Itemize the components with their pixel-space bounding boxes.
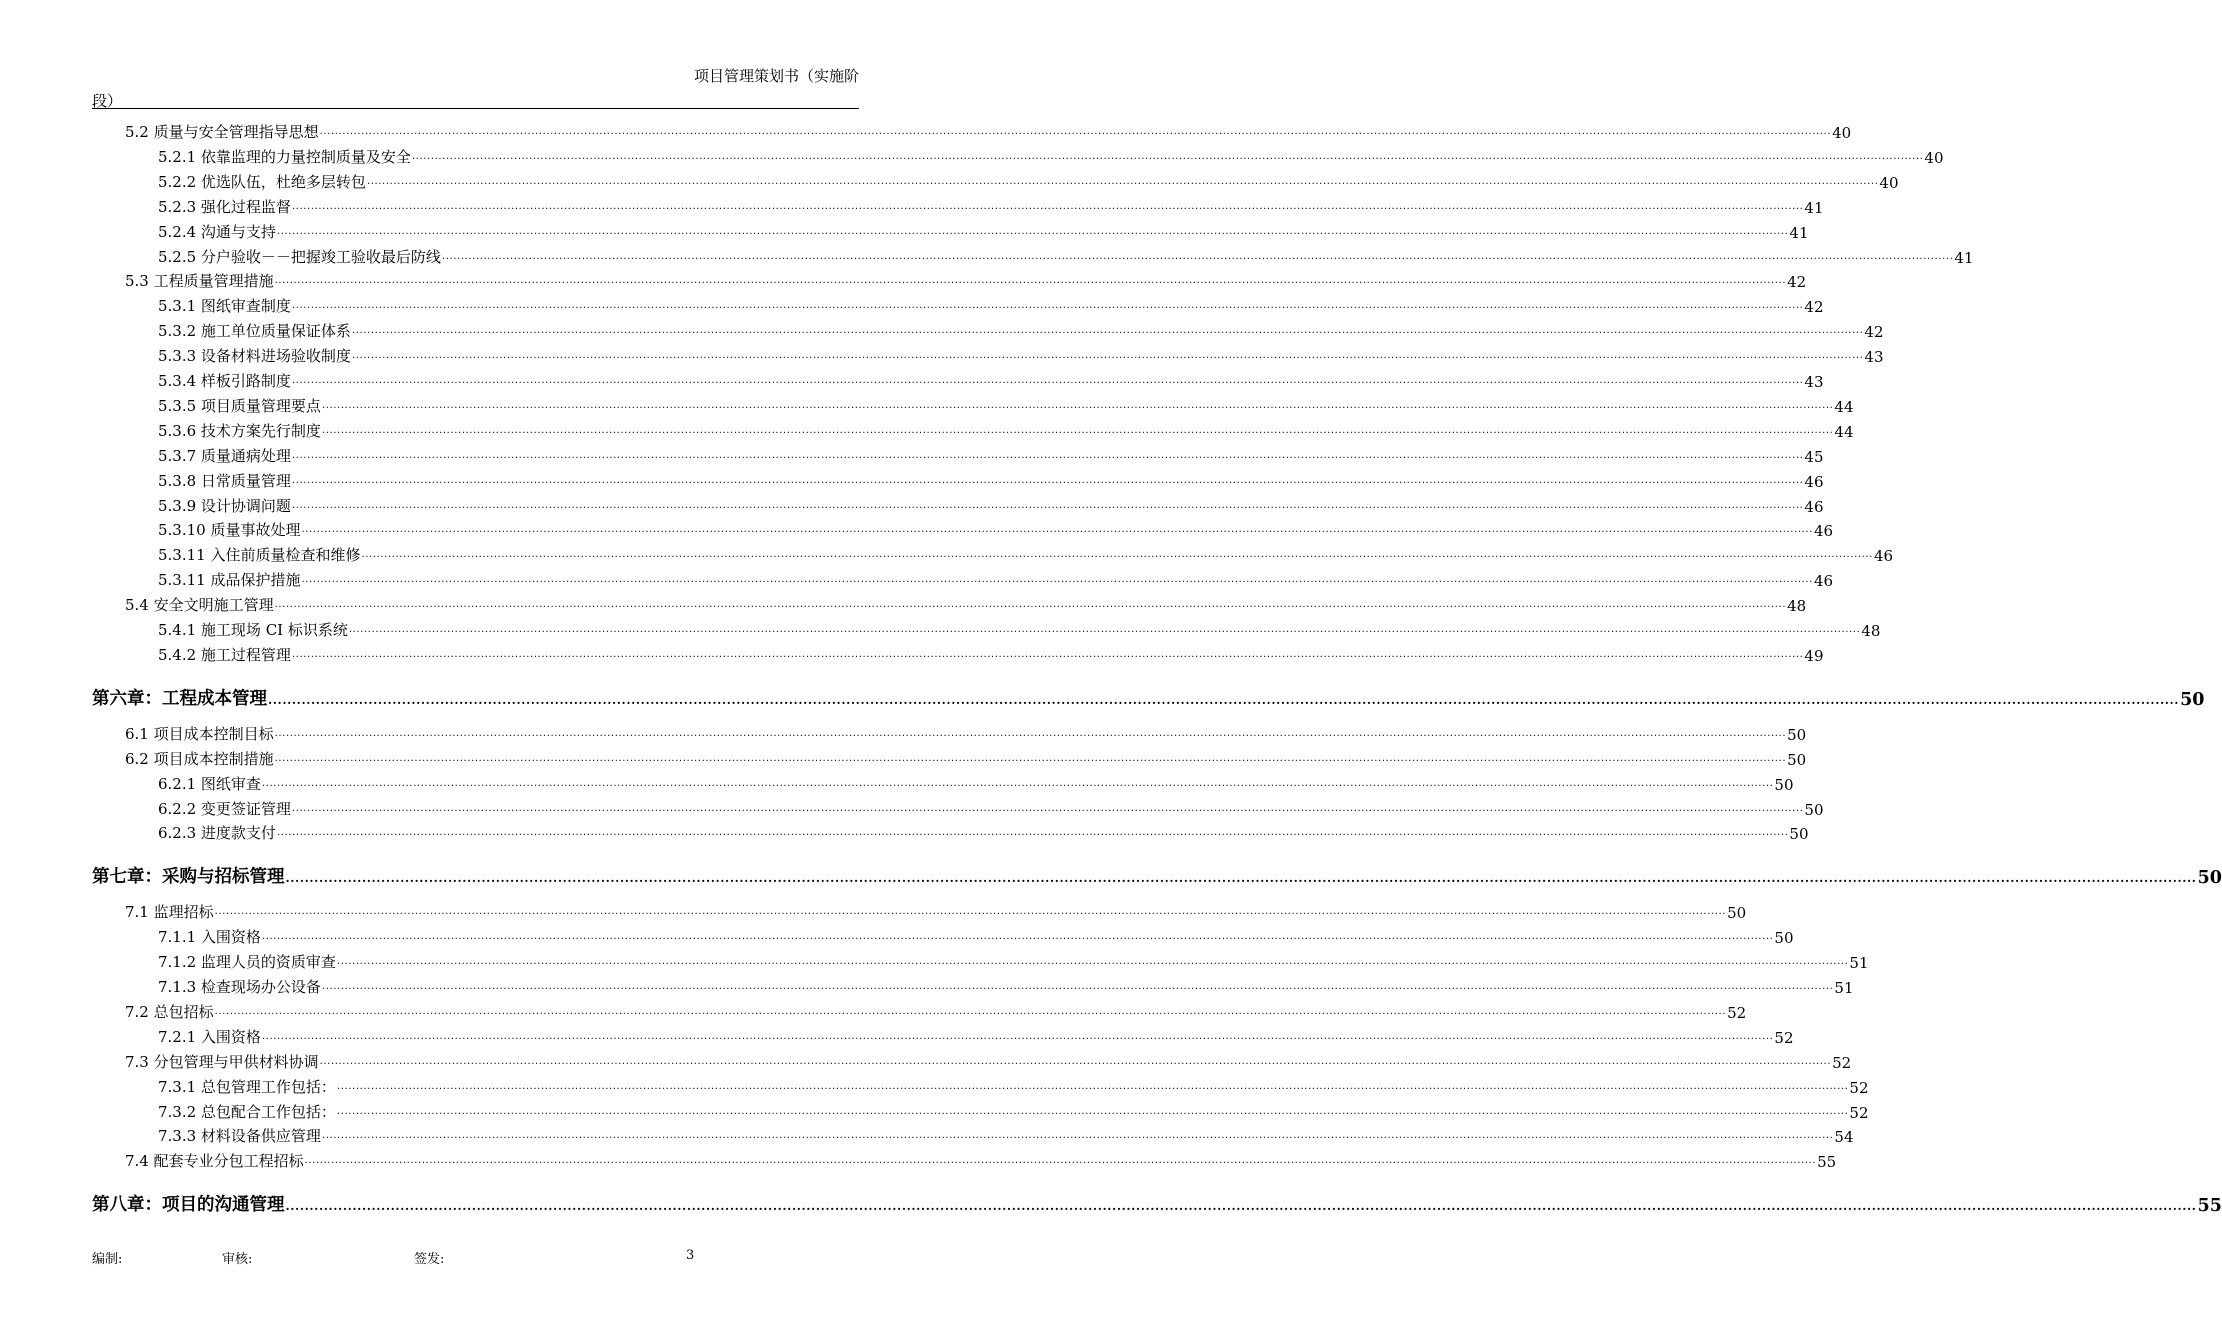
toc-entry-title: 第六章：工程成本管理 xyxy=(92,688,267,709)
toc-entry[interactable] xyxy=(92,392,1854,416)
header-title-line2: 段） xyxy=(92,92,123,110)
toc-entry-title: 7.4 配套专业分包工程招标 xyxy=(125,1152,304,1171)
toc-leader-dots: ................................................................................................................................................................................................................................................................................................................................................................................................................ xyxy=(361,549,1873,561)
toc-entry-page: 48 xyxy=(1861,622,1881,640)
toc-entry-title: 5.3.4 样板引路制度 xyxy=(158,372,291,390)
toc-leader-dots: ................................................................................................................................................................................................................................................................................................................................................................................................................ xyxy=(276,225,1789,237)
toc-entry-page: 51 xyxy=(1834,979,1854,997)
toc-entry-title: 6.1 项目成本控制目标 xyxy=(125,724,274,743)
page-header xyxy=(92,64,859,109)
toc-entry[interactable] xyxy=(92,898,1747,923)
toc-entry-page: 50 xyxy=(1727,904,1747,923)
toc-entry-title: 7.3.2 总包配合工作包括： xyxy=(158,1102,336,1121)
toc-entry[interactable] xyxy=(92,720,1807,744)
toc-entry[interactable] xyxy=(92,770,1794,794)
toc-entry-page: 50 xyxy=(1789,825,1809,844)
toc-entry[interactable] xyxy=(92,1122,1854,1147)
toc-entry-title: 7.2 总包招标 xyxy=(125,1002,214,1021)
toc-entry-title: 7.3 分包管理与甲供材料协调 xyxy=(125,1052,319,1071)
toc-leader-dots: ................................................................................................................................................................................................................................................................................................................................................................................................................ xyxy=(321,1130,1834,1142)
toc-entry-title: 5.3.8 日常质量管理 xyxy=(158,471,291,490)
toc-entry-title: 5.2.3 强化过程监督 xyxy=(158,197,291,216)
toc-entry-page: 50 xyxy=(1804,800,1824,819)
toc-entry-page: 46 xyxy=(1813,522,1834,541)
toc-leader-dots: ................................................................................................................................................................................................................................................................................................................................................................................................................ xyxy=(274,752,1787,764)
toc-entry[interactable] xyxy=(92,516,1834,541)
toc-entry-page: 42 xyxy=(1864,323,1884,342)
toc-entry[interactable] xyxy=(92,292,1824,317)
toc-entry-title: 5.3.6 技术方案先行制度 xyxy=(158,421,321,440)
toc-entry[interactable] xyxy=(92,819,1809,844)
toc-entry-title: 5.3 工程质量管理措施 xyxy=(125,272,274,291)
toc-leader-dots: ................................................................................................................................................................................................................................................................................................................................................................................................................ xyxy=(291,648,1804,660)
toc-leader-dots: ................................................................................................................................................................................................................................................................................................................................................................................................................ xyxy=(351,325,1864,337)
toc-entry-page: 46 xyxy=(1873,547,1894,566)
toc-entry-title: 7.3.3 材料设备供应管理 xyxy=(158,1127,321,1146)
toc-leader-dots: ................................................................................................................................................................................................................................................................................................................................................................................................................ xyxy=(291,200,1804,212)
toc-entry[interactable] xyxy=(92,566,1834,591)
toc-entry[interactable] xyxy=(92,641,1824,665)
toc-entry-title: 5.3.10 质量事故处理 xyxy=(158,521,301,540)
toc-leader-dots: ................................................................................................................................................................................................................................................................................................................................................................................................................ xyxy=(351,350,1864,362)
toc-entry-title: 5.3.3 设备材料进场验收制度 xyxy=(158,347,351,366)
toc-entry-title: 5.3.11 入住前质量检查和维修 xyxy=(158,546,361,565)
toc-entry-page: 50 xyxy=(1774,929,1794,948)
toc-leader-dots: ................................................................................................................................................................................................................................................................................................................................................................................................................ xyxy=(321,424,1834,436)
toc-entry-page: 46 xyxy=(1804,497,1824,516)
toc-entry[interactable] xyxy=(92,317,1884,342)
toc-entry-title: 5.2.2 优选队伍，杜绝多层转包 xyxy=(158,172,366,191)
toc-entry-title: 7.1 监理招标 xyxy=(125,903,214,922)
toc-entry-page: 44 xyxy=(1834,397,1854,416)
toc-entry[interactable] xyxy=(92,973,1854,997)
toc-leader-dots: ................................................................................................................................................................................................................................................................................................................................................................................................................ xyxy=(411,150,1924,162)
toc-entry-title: 6.2.2 变更签证管理 xyxy=(158,799,291,818)
toc-entry-page: 52 xyxy=(1774,1028,1794,1047)
toc-leader-dots: ................................................................................................................................................................................................................................................................................................................................................................................................................ xyxy=(291,802,1804,814)
toc-entry-page: 55 xyxy=(1817,1153,1837,1172)
toc-leader-dots: ................................................................................................................................................................................................................................................................................................................................................................................................................ xyxy=(321,399,1834,411)
toc-entry-page: 43 xyxy=(1864,348,1884,367)
toc-entry-page: 50 xyxy=(1787,725,1807,744)
toc-entry[interactable] xyxy=(92,143,1944,167)
toc-leader-dots: ................................................................................................................................................................................................................................................................................................................................................................................................................ xyxy=(261,777,1774,789)
toc-entry-title: 7.2.1 入围资格 xyxy=(158,1027,261,1046)
toc-entry-page: 41 xyxy=(1954,248,1974,267)
toc-entry-page: 50 xyxy=(1774,775,1794,794)
toc-leader-dots: ................................................................................................................................................................................................................................................................................................................................................................................................................ xyxy=(291,300,1804,312)
toc-entry-title: 5.4 安全文明施工管理 xyxy=(125,596,274,615)
toc-entry[interactable] xyxy=(92,367,1824,391)
toc-leader-dots: ................................................................................................................................................................................................................................................................................................................................................................................................................ xyxy=(214,1005,1727,1017)
toc-leader-dots: ................................................................................................................................................................................................................................................................................................................................................................................................................ xyxy=(301,574,1813,586)
footer-issuer-label: 签发: xyxy=(414,1252,445,1267)
toc-entry[interactable] xyxy=(92,923,1794,948)
toc-entry-page: 45 xyxy=(1804,447,1824,466)
toc-entry-page: 48 xyxy=(1787,597,1807,616)
toc-leader-dots: ................................................................................................................................................................................................................................................................................................................................................................................................................ xyxy=(319,1055,1832,1067)
header-title-line1: 项目管理策划书（实施阶 xyxy=(693,67,859,85)
toc-entry[interactable] xyxy=(92,795,1824,819)
toc-entry-title: 5.4.2 施工过程管理 xyxy=(158,645,291,664)
toc-entry-title: 6.2.1 图纸审查 xyxy=(158,774,261,793)
toc-leader-dots: ................................................................................................................................................................................................................................................................................................................................................................................................................ xyxy=(268,692,2180,707)
footer-reviewer-label: 审核: xyxy=(222,1252,253,1267)
toc-entry-title: 5.3.1 图纸审查制度 xyxy=(158,297,291,316)
toc-leader-dots: ................................................................................................................................................................................................................................................................................................................................................................................................................ xyxy=(274,727,1787,739)
toc-leader-dots: ................................................................................................................................................................................................................................................................................................................................................................................................................ xyxy=(291,449,1804,461)
toc-entry-page: 52 xyxy=(1727,1003,1747,1022)
toc-entry-title: 第八章：项目的沟通管理 xyxy=(92,1195,285,1216)
toc-entry[interactable] xyxy=(92,193,1824,217)
toc-entry-page: 50 xyxy=(1787,750,1807,769)
toc-entry[interactable] xyxy=(92,862,2222,889)
toc-entry-page: 49 xyxy=(1804,646,1824,665)
footer-page-number: 3 xyxy=(686,1248,695,1263)
toc-entry-page: 42 xyxy=(1787,273,1807,292)
toc-leader-dots: ................................................................................................................................................................................................................................................................................................................................................................................................................ xyxy=(441,250,1954,262)
toc-entry[interactable] xyxy=(92,591,1807,616)
toc-leader-dots: ................................................................................................................................................................................................................................................................................................................................................................................................................ xyxy=(261,1030,1774,1042)
toc-entry-page: 40 xyxy=(1832,124,1852,142)
toc-entry-title: 5.2 质量与安全管理指导思想 xyxy=(125,123,319,141)
toc-leader-dots: ................................................................................................................................................................................................................................................................................................................................................................................................................ xyxy=(261,931,1774,943)
toc-entry[interactable] xyxy=(92,417,1854,441)
page-footer xyxy=(0,1248,950,1268)
toc-entry-title: 7.1.1 入围资格 xyxy=(158,928,261,947)
toc-entry-page: 40 xyxy=(1879,173,1899,192)
toc-entry-title: 第七章：采购与招标管理 xyxy=(92,867,285,888)
toc-entry[interactable] xyxy=(92,243,1974,267)
toc-entry-title: 5.2.1 依靠监理的力量控制质量及安全 xyxy=(158,147,411,166)
toc-entry[interactable] xyxy=(92,168,1899,192)
toc-entry[interactable] xyxy=(92,492,1824,516)
toc-entry-title: 6.2.3 进度款支付 xyxy=(158,824,276,843)
toc-entry[interactable] xyxy=(92,1048,1852,1072)
toc-entry-page: 52 xyxy=(1832,1053,1852,1072)
toc-entry[interactable] xyxy=(92,948,1869,973)
toc-entry-title: 7.1.3 检查现场办公设备 xyxy=(158,978,321,996)
toc-entry[interactable] xyxy=(92,541,1894,566)
toc-entry[interactable] xyxy=(92,442,1824,466)
toc-entry-page: 55 xyxy=(2197,1196,2222,1217)
toc-entry-page: 41 xyxy=(1789,223,1809,242)
toc-entry[interactable] xyxy=(92,1190,2222,1217)
toc-entry[interactable] xyxy=(92,118,1852,142)
toc-entry-title: 5.3.11 成品保护措施 xyxy=(158,571,301,590)
footer-compiler-label: 编制: xyxy=(92,1252,123,1267)
toc-entry-page: 52 xyxy=(1849,1078,1869,1097)
toc-entry-title: 5.3.5 项目质量管理要点 xyxy=(158,396,321,415)
toc-entry[interactable] xyxy=(92,684,2205,710)
toc-entry[interactable] xyxy=(92,1147,1837,1172)
toc-entry-title: 5.3.7 质量通病处理 xyxy=(158,446,291,465)
toc-entry[interactable] xyxy=(92,342,1884,367)
toc-leader-dots: ................................................................................................................................................................................................................................................................................................................................................................................................................ xyxy=(285,1199,2197,1214)
toc-leader-dots: ................................................................................................................................................................................................................................................................................................................................................................................................................ xyxy=(276,827,1789,839)
toc-entry-page: 46 xyxy=(1804,472,1824,491)
toc-entry-page: 54 xyxy=(1834,1128,1854,1147)
toc-leader-dots: ................................................................................................................................................................................................................................................................................................................................................................................................................ xyxy=(336,956,1849,968)
toc-entry-page: 41 xyxy=(1804,198,1824,217)
toc-leader-dots: ................................................................................................................................................................................................................................................................................................................................................................................................................ xyxy=(304,1155,1817,1167)
toc-leader-dots: ................................................................................................................................................................................................................................................................................................................................................................................................................ xyxy=(366,175,1879,187)
toc-entry[interactable] xyxy=(92,267,1807,292)
toc-entry[interactable] xyxy=(92,1073,1869,1097)
toc-entry[interactable] xyxy=(92,745,1807,769)
toc-leader-dots: ................................................................................................................................................................................................................................................................................................................................................................................................................ xyxy=(214,906,1727,918)
toc-entry-title: 5.3.9 设计协调问题 xyxy=(158,496,291,515)
toc-leader-dots: ................................................................................................................................................................................................................................................................................................................................................................................................................ xyxy=(301,524,1813,536)
toc-entry-title: 5.2.5 分户验收－－把握竣工验收最后防线 xyxy=(158,247,441,266)
toc-entry[interactable] xyxy=(92,998,1747,1022)
toc-entry-title: 7.3.1 总包管理工作包括： xyxy=(158,1077,336,1096)
toc-entry-page: 51 xyxy=(1849,954,1869,973)
toc-entry[interactable] xyxy=(92,616,1881,640)
toc-entry-title: 5.4.1 施工现场 CI 标识系统 xyxy=(158,621,348,639)
toc-leader-dots: ................................................................................................................................................................................................................................................................................................................................................................................................................ xyxy=(274,599,1787,611)
toc-entry-title: 5.2.4 沟通与支持 xyxy=(158,222,276,241)
toc-leader-dots: ................................................................................................................................................................................................................................................................................................................................................................................................................ xyxy=(321,981,1834,992)
toc-leader-dots: ................................................................................................................................................................................................................................................................................................................................................................................................................ xyxy=(285,871,2197,886)
toc-entry[interactable] xyxy=(92,1023,1794,1047)
toc-entry-page: 42 xyxy=(1804,298,1824,317)
toc-entry-title: 7.1.2 监理人员的资质审查 xyxy=(158,953,336,972)
toc-entry-page: 44 xyxy=(1834,422,1854,441)
toc-entry-page: 43 xyxy=(1804,373,1824,391)
toc-entry-page: 52 xyxy=(1849,1103,1869,1122)
toc-entry-page: 50 xyxy=(2197,868,2222,889)
toc-leader-dots: ................................................................................................................................................................................................................................................................................................................................................................................................................ xyxy=(291,499,1804,511)
toc-entry-page: 40 xyxy=(1924,148,1944,167)
toc-leader-dots: ................................................................................................................................................................................................................................................................................................................................................................................................................ xyxy=(336,1105,1849,1117)
toc-entry-page: 46 xyxy=(1813,572,1834,591)
toc-entry-page: 50 xyxy=(2180,689,2205,710)
toc-entry-title: 5.3.2 施工单位质量保证体系 xyxy=(158,322,351,341)
toc-entry[interactable] xyxy=(92,467,1824,491)
toc-leader-dots: ................................................................................................................................................................................................................................................................................................................................................................................................................ xyxy=(291,474,1804,486)
toc-leader-dots: ................................................................................................................................................................................................................................................................................................................................................................................................................ xyxy=(274,275,1787,287)
toc-leader-dots: ................................................................................................................................................................................................................................................................................................................................................................................................................ xyxy=(291,375,1804,386)
toc-entry[interactable] xyxy=(92,1098,1869,1122)
toc-entry[interactable] xyxy=(92,218,1809,242)
toc-entry-title: 6.2 项目成本控制措施 xyxy=(125,749,274,768)
toc-leader-dots: ................................................................................................................................................................................................................................................................................................................................................................................................................ xyxy=(348,624,1861,635)
toc-leader-dots: ................................................................................................................................................................................................................................................................................................................................................................................................................ xyxy=(319,126,1832,137)
toc-leader-dots: ................................................................................................................................................................................................................................................................................................................................................................................................................ xyxy=(336,1080,1849,1092)
